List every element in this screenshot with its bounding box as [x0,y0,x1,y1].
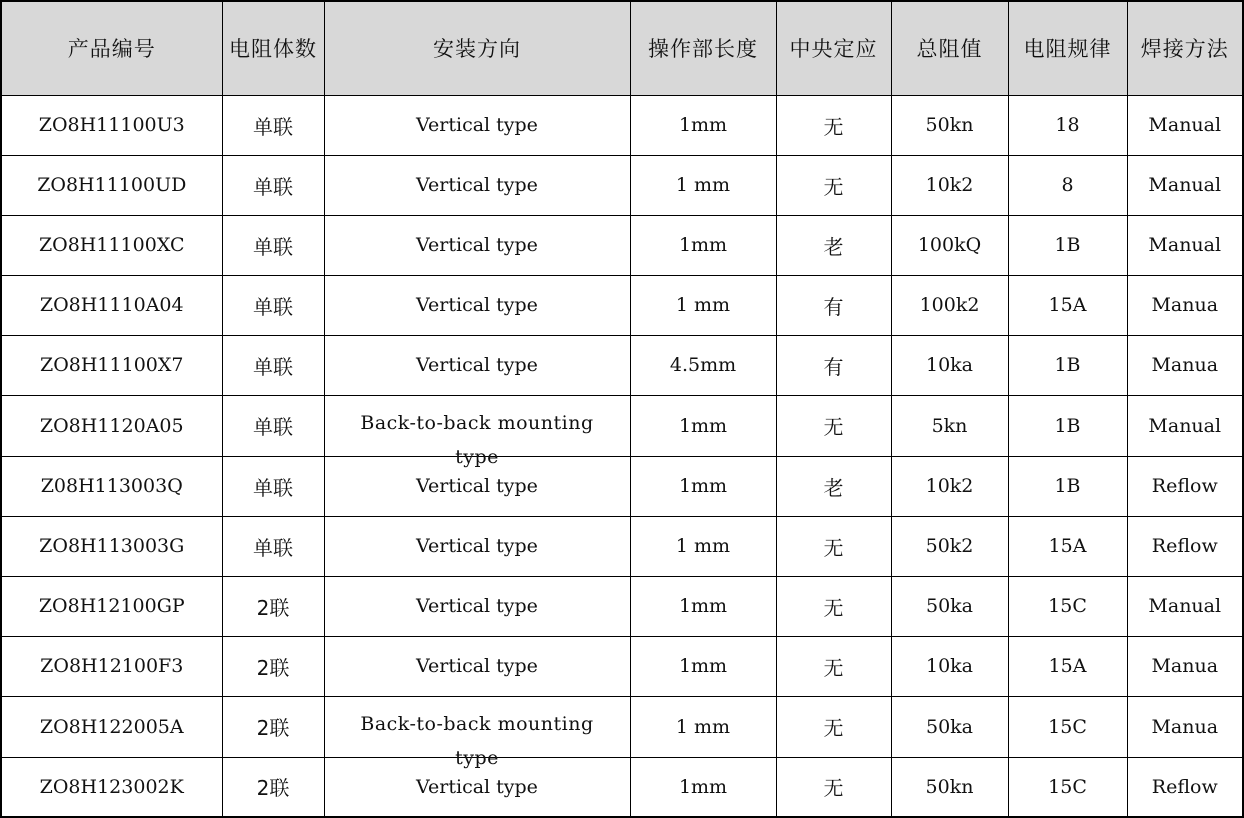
cell-soldering-method: Manua [1127,636,1243,696]
cell-resistor-count: 单联 [222,95,324,155]
cell-total-resistance: 10ka [891,636,1008,696]
cell-product-code: ZO8H1110A04 [1,275,222,335]
table-row [1,576,1243,636]
cell-soldering-method: Reflow [1127,516,1243,576]
cell-product-code: Z08H113003Q [1,456,222,516]
table-header [1,1,1243,95]
cell-mount-direction: Vertical type [324,456,630,516]
cell-resistance-taper: 1B [1008,456,1127,516]
cell-operating-length: 1 mm [630,696,776,757]
cell-soldering-method: Manua [1127,275,1243,335]
cell-resistance-taper: 15C [1008,576,1127,636]
cell-product-code: ZO8H1120A05 [1,395,222,456]
cell-resistor-count: 单联 [222,155,324,215]
table-row [1,395,1243,456]
cell-mount-direction [324,696,630,769]
cell-resistor-count: 2联 [222,696,324,757]
cell-soldering-method: Manua [1127,335,1243,395]
cell-resistor-count: 单联 [222,275,324,335]
table-row [1,516,1243,576]
cell-center-detent: 无 [776,757,891,817]
cell-resistor-count: 单联 [222,456,324,516]
header-resistor-count: 电阻体数 [222,1,324,95]
cell-total-resistance: 10ka [891,335,1008,395]
table-row [1,95,1243,155]
cell-mount-direction [324,395,630,468]
cell-center-detent: 老 [776,456,891,516]
cell-total-resistance: 50k2 [891,516,1008,576]
cell-mount-direction: Vertical type [324,275,630,335]
cell-total-resistance: 50kn [891,95,1008,155]
cell-operating-length: 1mm [630,576,776,636]
cell-operating-length: 1mm [630,95,776,155]
cell-resistance-taper: 15A [1008,636,1127,696]
cell-soldering-method: Reflow [1127,456,1243,516]
cell-resistor-count: 2联 [222,636,324,696]
cell-product-code: ZO8H122005A [1,696,222,757]
header-soldering-method: 焊接方法 [1127,1,1243,95]
table-row [1,335,1243,395]
cell-mount-direction: Vertical type [324,155,630,215]
cell-center-detent: 老 [776,215,891,275]
cell-resistance-taper: 15A [1008,516,1127,576]
cell-total-resistance: 50kn [891,757,1008,817]
cell-total-resistance: 5kn [891,395,1008,456]
cell-soldering-method: Manual [1127,576,1243,636]
cell-soldering-method: Manual [1127,395,1243,456]
cell-mount-direction: Vertical type [324,215,630,275]
cell-soldering-method: Manua [1127,696,1243,757]
cell-soldering-method: Manual [1127,155,1243,215]
cell-resistor-count: 2联 [222,757,324,817]
table-body [1,95,1243,817]
header-total-resistance: 总阻值 [891,1,1008,95]
cell-resistor-count: 单联 [222,395,324,456]
cell-resistor-count: 2联 [222,576,324,636]
cell-product-code: ZO8H123002K [1,757,222,817]
cell-resistor-count: 单联 [222,215,324,275]
cell-resistor-count: 单联 [222,335,324,395]
header-row [1,1,1243,95]
cell-total-resistance: 100k2 [891,275,1008,335]
cell-resistor-count: 单联 [222,516,324,576]
header-operating-length: 操作部长度 [630,1,776,95]
cell-total-resistance: 50ka [891,696,1008,757]
cell-resistance-taper: 15C [1008,757,1127,817]
cell-operating-length: 1 mm [630,155,776,215]
cell-product-code: ZO8H12100GP [1,576,222,636]
cell-center-detent: 无 [776,516,891,576]
header-product-code: 产品编号 [1,1,222,95]
cell-soldering-method: Manual [1127,215,1243,275]
cell-operating-length: 1mm [630,395,776,456]
header-center-detent: 中央定应 [776,1,891,95]
cell-operating-length: 1 mm [630,275,776,335]
cell-mount-direction: Vertical type [324,95,630,155]
cell-resistance-taper: 15C [1008,696,1127,757]
cell-soldering-method: Manual [1127,95,1243,155]
cell-text: Back-to-back mounting type [360,411,594,468]
cell-text: Back-to-back mounting type [360,712,594,769]
cell-total-resistance: 10k2 [891,456,1008,516]
table-row [1,456,1243,516]
cell-resistance-taper: 18 [1008,95,1127,155]
cell-center-detent: 无 [776,155,891,215]
cell-operating-length: 1mm [630,215,776,275]
cell-operating-length: 1 mm [630,516,776,576]
cell-product-code: ZO8H11100U3 [1,95,222,155]
header-mount-direction: 安装方向 [324,1,630,95]
cell-operating-length: 1mm [630,757,776,817]
cell-mount-direction: Vertical type [324,757,630,817]
cell-center-detent: 无 [776,395,891,456]
cell-total-resistance: 100kQ [891,215,1008,275]
cell-center-detent: 无 [776,576,891,636]
cell-center-detent: 有 [776,275,891,335]
table-row [1,275,1243,335]
cell-operating-length: 4.5mm [630,335,776,395]
cell-resistance-taper: 8 [1008,155,1127,215]
cell-mount-direction: Vertical type [324,516,630,576]
table-row [1,155,1243,215]
table-row [1,757,1243,817]
cell-product-code: ZO8H113003G [1,516,222,576]
cell-product-code: ZO8H11100X7 [1,335,222,395]
cell-resistance-taper: 1B [1008,215,1127,275]
cell-mount-direction: Vertical type [324,335,630,395]
cell-total-resistance: 50ka [891,576,1008,636]
cell-product-code: ZO8H12100F3 [1,636,222,696]
table-row [1,636,1243,696]
header-resistance-taper: 电阻规律 [1008,1,1127,95]
cell-mount-direction: Vertical type [324,636,630,696]
cell-resistance-taper: 1B [1008,395,1127,456]
cell-product-code: ZO8H11100UD [1,155,222,215]
cell-center-detent: 有 [776,335,891,395]
table-row [1,696,1243,757]
cell-resistance-taper: 15A [1008,275,1127,335]
cell-product-code: ZO8H11100XC [1,215,222,275]
cell-center-detent: 无 [776,95,891,155]
cell-operating-length: 1mm [630,456,776,516]
cell-mount-direction: Vertical type [324,576,630,636]
cell-center-detent: 无 [776,696,891,757]
cell-operating-length: 1mm [630,636,776,696]
cell-center-detent: 无 [776,636,891,696]
cell-resistance-taper: 1B [1008,335,1127,395]
cell-soldering-method: Reflow [1127,757,1243,817]
table-row [1,215,1243,275]
cell-total-resistance: 10k2 [891,155,1008,215]
